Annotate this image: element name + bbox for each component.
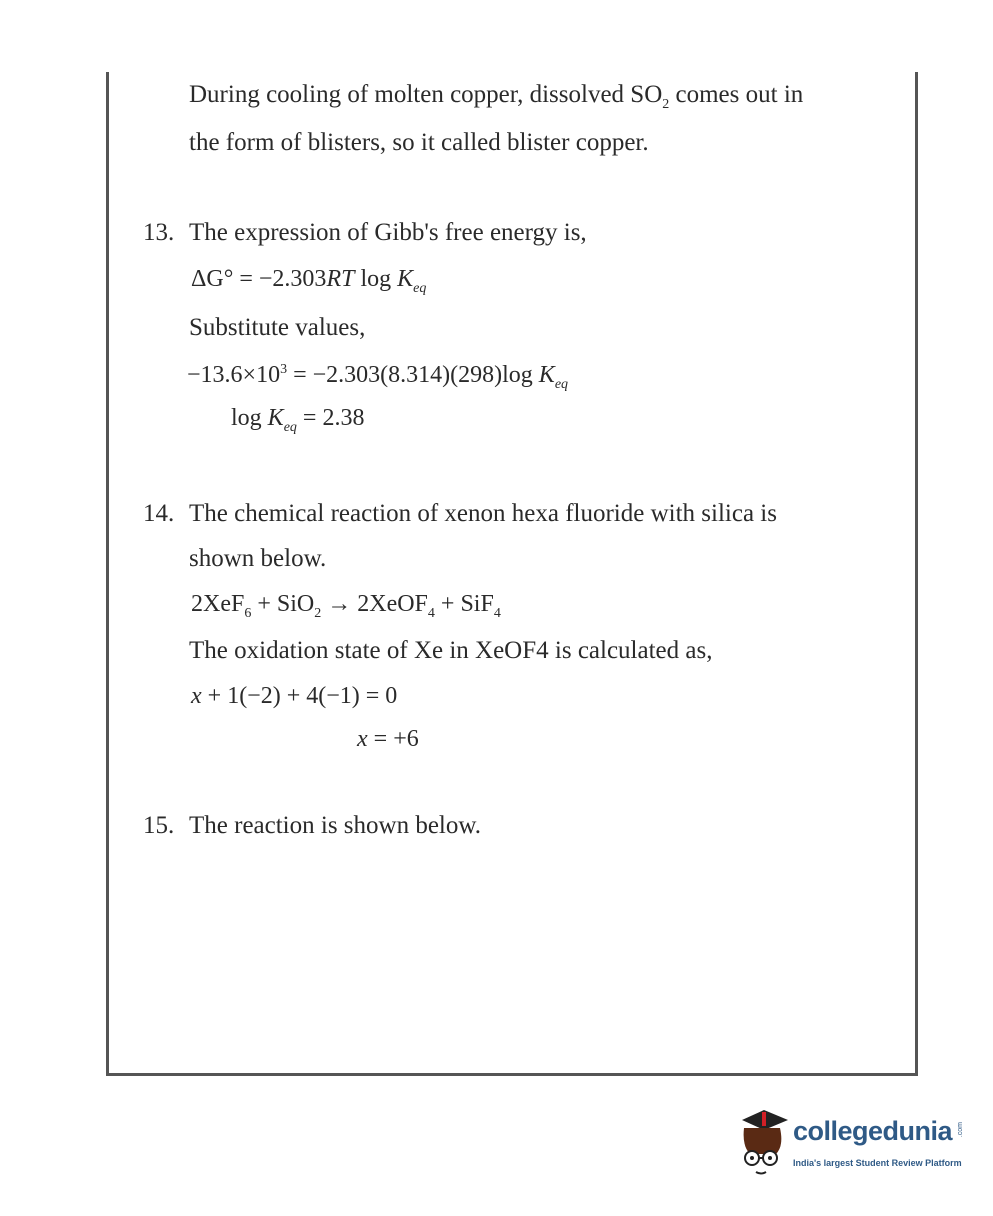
gibbs-equation: ΔG° = −2.303RT $\log K_{eq}$ bbox=[191, 266, 427, 296]
logo-tld: .com bbox=[957, 1122, 964, 1138]
question-14-text-line-1: The chemical reaction of xenon hexa fluoride with silica is bbox=[189, 500, 777, 527]
question-15-text: The reaction is shown below. bbox=[189, 812, 482, 839]
substitute-values-text: Substitute values, bbox=[189, 314, 366, 341]
logo-tagline: India's largest Student Review Platform bbox=[793, 1158, 962, 1168]
question-14-text-line-2: shown below. bbox=[189, 545, 327, 572]
log-k-result: $\log K_{eq} = 2.38$ bbox=[231, 405, 365, 435]
question-13-text: The expression of Gibb's free energy is, bbox=[189, 219, 587, 246]
logo-wordmark: collegedunia bbox=[793, 1116, 953, 1146]
collegedunia-logo bbox=[736, 1108, 966, 1178]
question-15-number: 15. bbox=[143, 812, 175, 839]
question-14-number: 14. bbox=[143, 500, 175, 527]
substituted-equation: $-13.6\times 10^3 = -2.303(8.314)(298)\log$ $K_{eq}$ bbox=[187, 362, 569, 392]
blister-copper-line-2: the form of blisters, so it called blister copper. bbox=[189, 129, 649, 156]
student-mascot-icon bbox=[736, 1108, 792, 1178]
question-13-number: 13. bbox=[143, 219, 175, 246]
oxidation-state-text: The oxidation state of Xe in XeOF4 is calculated as, bbox=[189, 637, 713, 664]
xef6-reaction-equation: 2XeF$_6$ + SiO$_2$ → 2XeOF$_4$ + SiF$_4$ bbox=[191, 591, 501, 621]
blister-copper-line-1: During cooling of molten copper, dissolved $SO_2$ comes out in bbox=[189, 81, 804, 112]
oxidation-result: x = +6 bbox=[357, 726, 419, 752]
oxidation-equation: x + 1(−2) + 4(−1) = 0 bbox=[191, 683, 398, 709]
